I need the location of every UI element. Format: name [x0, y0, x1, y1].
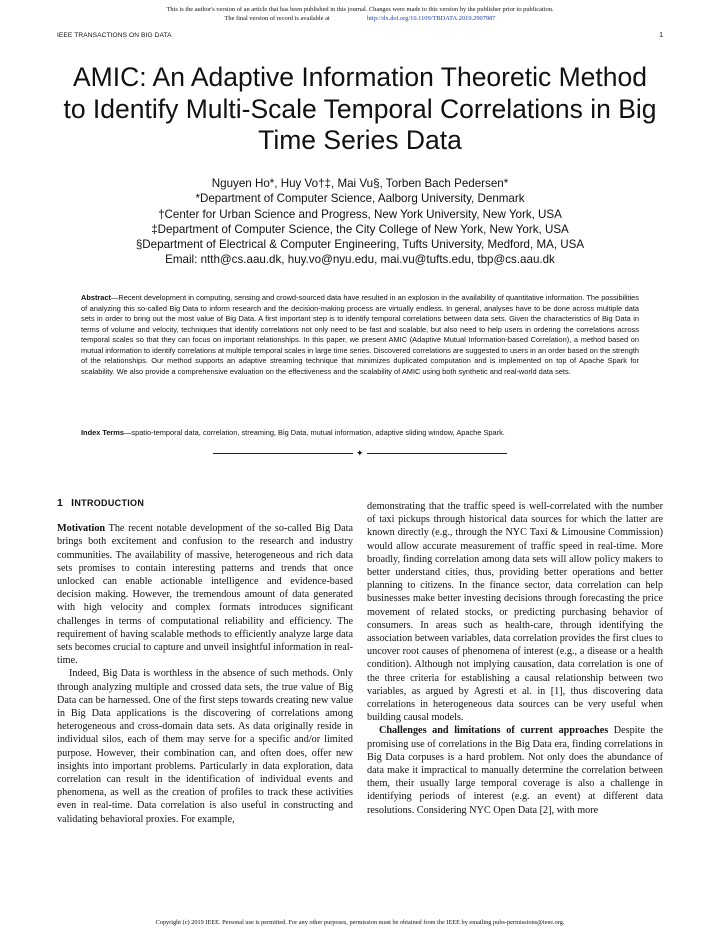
- paragraph-text: The recent notable development of the so-called Big Data brings both excitement and confusion to the research and industry communities. The availability of massive, heterogeneous and rich data sets promises to contain interesting patterns and trends that once unlocked can enable actionable intelligence and evidence-based decision making. However, the tremendous amount of data generated with high velocity and complex formats introduces significant challenges in terms of computational reliability and efficiency. The requirement of having scalable methods to efficiently analyze large data sets becomes crucial to capture and unveil insightful information in real-time.: [57, 523, 353, 667]
- section-title-rest: NTRODUCTION: [74, 498, 145, 508]
- author-block: [60, 176, 660, 268]
- affiliation-1: *Department of Computer Science, Aalborg University, Denmark: [195, 192, 525, 206]
- notice-line-1: This is the author's version of an article that has been published in this journal. Changes were made to this version by the publisher prior to publication.: [166, 6, 554, 13]
- paragraph-challenges: [367, 724, 663, 816]
- paragraph-lead: Motivation: [57, 523, 106, 535]
- section-number: 1: [57, 497, 64, 509]
- abstract-label: Abstract: [81, 293, 111, 302]
- affiliation-4: §Department of Electrical & Computer Engineering, Tufts University, Medford, MA, USA: [135, 238, 585, 252]
- section-divider: [213, 448, 507, 458]
- paragraph-lead: Challenges and limitations of current approaches: [379, 725, 609, 737]
- page-number: 1: [659, 32, 663, 39]
- abstract: [81, 293, 639, 377]
- running-head: IEEE TRANSACTIONS ON BIG DATA: [57, 32, 172, 39]
- section-heading: [57, 497, 353, 510]
- author-emails: Email: ntth@cs.aau.dk, huy.vo@nyu.edu, mai.vu@tufts.edu, tbp@cs.aau.dk: [165, 253, 555, 267]
- left-column: [57, 497, 353, 826]
- notice-prefix: The final version of record is available at: [224, 15, 330, 22]
- paragraph-motivation: [57, 522, 353, 667]
- section-title-initial: I: [71, 497, 75, 509]
- paragraph-indeed: Indeed, Big Data is worthless in the absence of such methods. Only through analyzing multiple and crossed data sets, the true value of Big Data can be harnessed. One of the first steps towards creating new value in Big Data applications is the discovering of correlations among heterogeneous and cross-domain data sets. As data originally reside in individual silos, each of them may serve for a specific and/or limited purpose. However, their combination can, and often does, offer new insights into important problems. Particularly in data exploration, data correlation can result in the identification of individual events and phenomena, as well as the creation of profiles to track these activities even in real-time. Data correlation is also useful in constructing and validating behavioral proxies. For example,: [57, 668, 353, 825]
- index-terms: [81, 428, 639, 439]
- abstract-text: —Recent development in computing, sensing and crowd-sourced data have resulted in an explosion in the availability of quantitative information. The possibilities of analyzing this so-called Big Data to inform research and the decision-making process are virtually endless. In general, analyses have to be done across multiple data sets in order to bring out the most value of Big Data. A first important step is to identify temporal correlations between data sets. Given the characteristics of Big Data in terms of volume and velocity, techniques that identify correlations not only need to be fast and scalable, but also need to help users in ordering the correlations across temporal scales so that they can focus on important relationships. In this paper, we present AMIC (Adaptive Mutual Information-based Correlation), a method based on mutual information to identify correlations at multiple temporal scales in large time series. Discovered correlations are suggested to users in an order based on the strength of the relationships. Our method supports an adaptive streaming technique that minimizes duplicated computation and is implemented on top of Apache Spark for scalability. We also provide a comprehensive evaluation on the effectiveness and the scalability of AMIC using both synthetic and real-world data sets.: [81, 293, 639, 376]
- paragraph-text: Despite the promising use of correlations in the Big Data era, finding correlations in Big Data corpuses is a hard problem. Not only does the abundance of data make it impractical to manually determine the correlation between them, their usually large temporal coverage is also a challenge in identifying periods of interest (e.g. an event) at different data resolutions. Considering NYC Open Data [2], with more: [367, 725, 663, 816]
- publication-notice: [0, 5, 720, 23]
- copyright-footer: Copyright (c) 2019 IEEE. Personal use is permitted. For any other purposes, permission must be obtained from the IEEE by emailing pubs-permissions@ieee.org.: [155, 919, 565, 926]
- doi-link[interactable]: http://dx.doi.org/10.1109/TBDATA.2019.2907987: [366, 15, 496, 22]
- affiliation-2: †Center for Urban Science and Progress, New York University, New York, USA: [158, 207, 562, 221]
- affiliation-3: ‡Department of Computer Science, the City College of New York, New York, USA: [151, 222, 569, 236]
- right-column: [367, 500, 663, 817]
- notice-line-2: [0, 14, 720, 23]
- divider-line-left: [213, 453, 353, 454]
- paragraph-demonstrating: demonstrating that the traffic speed is well-correlated with the number of taxi pickups through historical data sources for which the latter are known directly (e.g., through the NYC Taxi & Limousine Commission) would allow accurate measurement of traffic speed in real-time. More broadly, finding correlation among data sets will allow policy makers to better understand cities, thus, providing better operations and better planning to citizens. In the finance sector, data correlation can help businesses make better investing decisions through forecasting the price movement of related stocks, or predicting purchasing behavior of consumers. In areas such as health-care, through identifying the association between variables, data correlation provides the first clues to uncover root causes of phenomena of interest (e.g., a disease or a health condition). Although not implying causation, data correlation is one of the three criteria for establishing a causal relationship between two variables, as argued by Agresti et al. in [1], thus discovering data correlations in heterogeneous data sources can be very useful when building causal models.: [367, 501, 663, 724]
- author-names: Nguyen Ho*, Huy Vo†‡, Mai Vu§, Torben Bach Pedersen*: [211, 177, 509, 190]
- paper-title: AMIC: An Adaptive Information Theoretic Method to Identify Multi-Scale Temporal Correlations in Big Time Series Data: [63, 62, 657, 155]
- index-terms-label: Index Terms: [81, 428, 124, 437]
- diamond-icon: ✦: [356, 448, 364, 458]
- index-terms-text: —spatio-temporal data, correlation, streaming, Big Data, mutual information, adaptive sliding window, Apache Spark.: [124, 428, 505, 437]
- divider-line-right: [367, 453, 507, 454]
